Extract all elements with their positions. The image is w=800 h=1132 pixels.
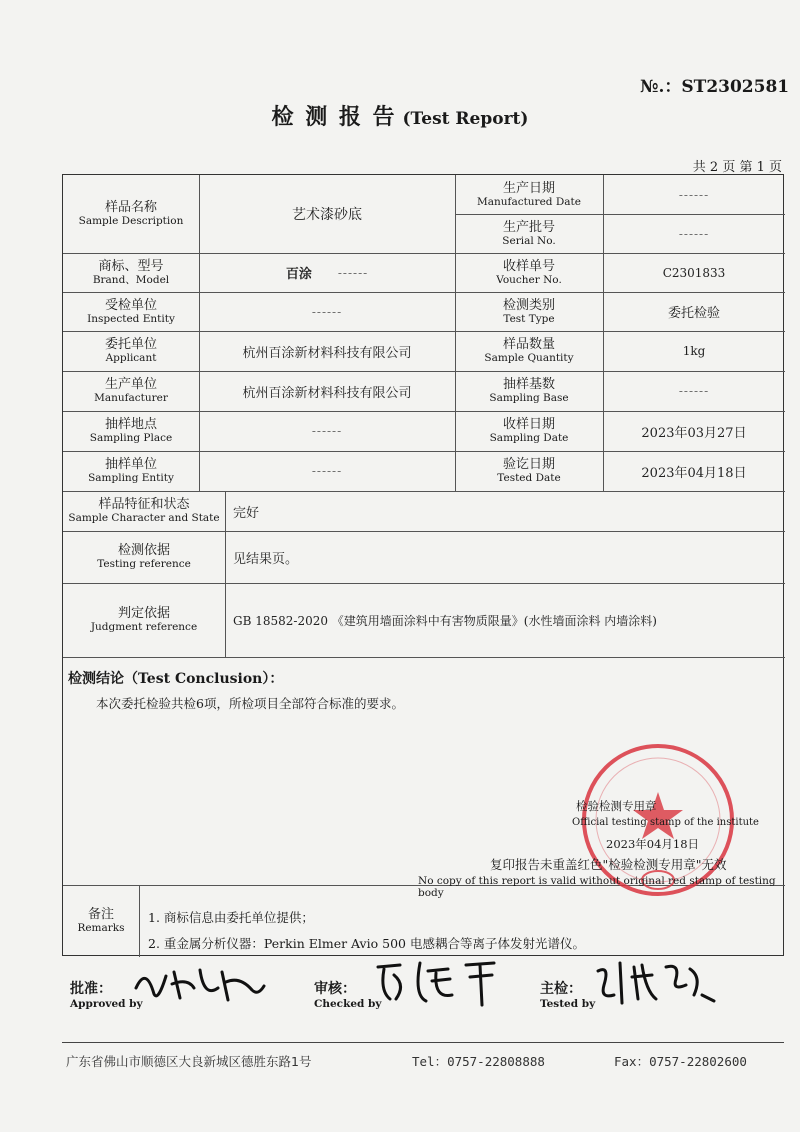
label-sampling-base: 抽样基数 Sampling Base [489,377,569,404]
label-inspected-entity: 受检单位 Inspected Entity [87,297,175,325]
remark-item: 2. 重金属分析仪器：Perkin Elmer Avio 500 电感耦合等离子体发射光谱仪。 [148,936,585,951]
label-manufactured-date: 生产日期 Manufactured Date [477,180,581,208]
approved-by: 批准： Approved by [70,981,143,1010]
value-manufacturer: 杭州百涂新材料科技有限公司 [242,385,412,401]
checker-signature [370,955,510,1010]
value-serial-no: ------ [678,226,710,241]
conclusion-text: 本次委托检验共检6项，所检项目全部符合标准的要求。 [96,696,404,711]
value-testing-reference: 见结果页。 [233,551,299,567]
footer-divider [62,1042,784,1043]
conclusion-heading: 检测结论（Test Conclusion）： [68,671,284,687]
tested-by: 主检： Tested by [540,981,596,1010]
stamp-label-en: Official testing stamp of the institute [572,817,759,828]
label-sample-description: 样品名称 Sample Description [78,200,184,227]
value-voucher-no: C2301833 [662,265,726,280]
value-judgment-reference: GB 18582-2020 《建筑用墙面涂料中有害物质限量》(水性墙面涂料 内墙涂料) [233,613,657,628]
value-inspected-entity: ------ [311,304,343,319]
label-sampling-entity: 抽样单位 Sampling Entity [88,457,174,484]
page-info: 共 2 页 第 1 页 [692,160,782,175]
footer-address: 广东省佛山市顺德区大良新城区德胜东路1号 [66,1054,312,1069]
label-manufacturer: 生产单位 Manufacturer [94,377,168,404]
label-sampling-place: 抽样地点 Sampling Place [89,417,173,444]
value-applicant: 杭州百涂新材料科技有限公司 [242,345,412,361]
value-tested-date: 2023年04月18日 [641,465,747,481]
copy-notice-cn: 复印报告未重盖红色"检验检测专用章"无效 [490,857,727,872]
copy-notice-en: No copy of this report is valid without original red stamp of testing body [418,875,776,899]
footer-tel: Tel：0757-22808888 [412,1054,545,1069]
value-test-type: 委托检验 [667,306,720,321]
value-manufactured-date: ------ [678,187,710,202]
label-applicant: 委托单位 Applicant [104,337,157,364]
label-remarks: 备注 Remarks [77,907,125,934]
label-tested-date: 验讫日期 Tested Date [497,457,561,484]
remark-item: 1. 商标信息由委托单位提供； [148,910,314,925]
value-sampling-date: 2023年03月27日 [641,425,747,441]
label-testing-reference: 检测依据 Testing reference [97,543,191,570]
title-en: (Test Report) [402,109,529,129]
value-sampling-base: ------ [678,384,710,398]
footer-fax: Fax：0757-22802600 [614,1054,747,1069]
report-number: №.：ST2302581 [640,77,790,97]
label-voucher-no: 收样单号 Voucher No. [496,258,562,286]
label-sample-character: 样品特征和状态 Sample Character and State [68,497,220,524]
tester-signature [590,955,720,1010]
stamp-date: 2023年04月18日 [606,837,700,851]
label-sampling-date: 收样日期 Sampling Date [489,417,569,444]
value-sample-quantity: 1kg [682,344,706,358]
value-sample-character: 完好 [233,505,260,521]
value-sampling-entity: ------ [311,464,343,478]
label-judgment-reference: 判定依据 Judgment reference [90,606,198,633]
page-title [0,100,800,131]
value-brand-model: 百涂 ------ [285,265,369,282]
title-cn: 检 测 报 告 [271,104,397,130]
label-brand-model: 商标、型号 Brand、Model [92,258,170,286]
label-test-type: 检测类别 Test Type [502,297,555,325]
stamp-label-cn: 检验检测专用章 [576,799,657,813]
label-sample-quantity: 样品数量 Sample Quantity [484,337,574,364]
value-sample-description: 艺术漆砂底 [292,207,362,223]
label-serial-no: 生产批号 Serial No. [502,219,556,247]
value-sampling-place: ------ [311,424,343,438]
checked-by: 审核： Checked by [314,981,382,1010]
approver-signature [128,958,268,1008]
